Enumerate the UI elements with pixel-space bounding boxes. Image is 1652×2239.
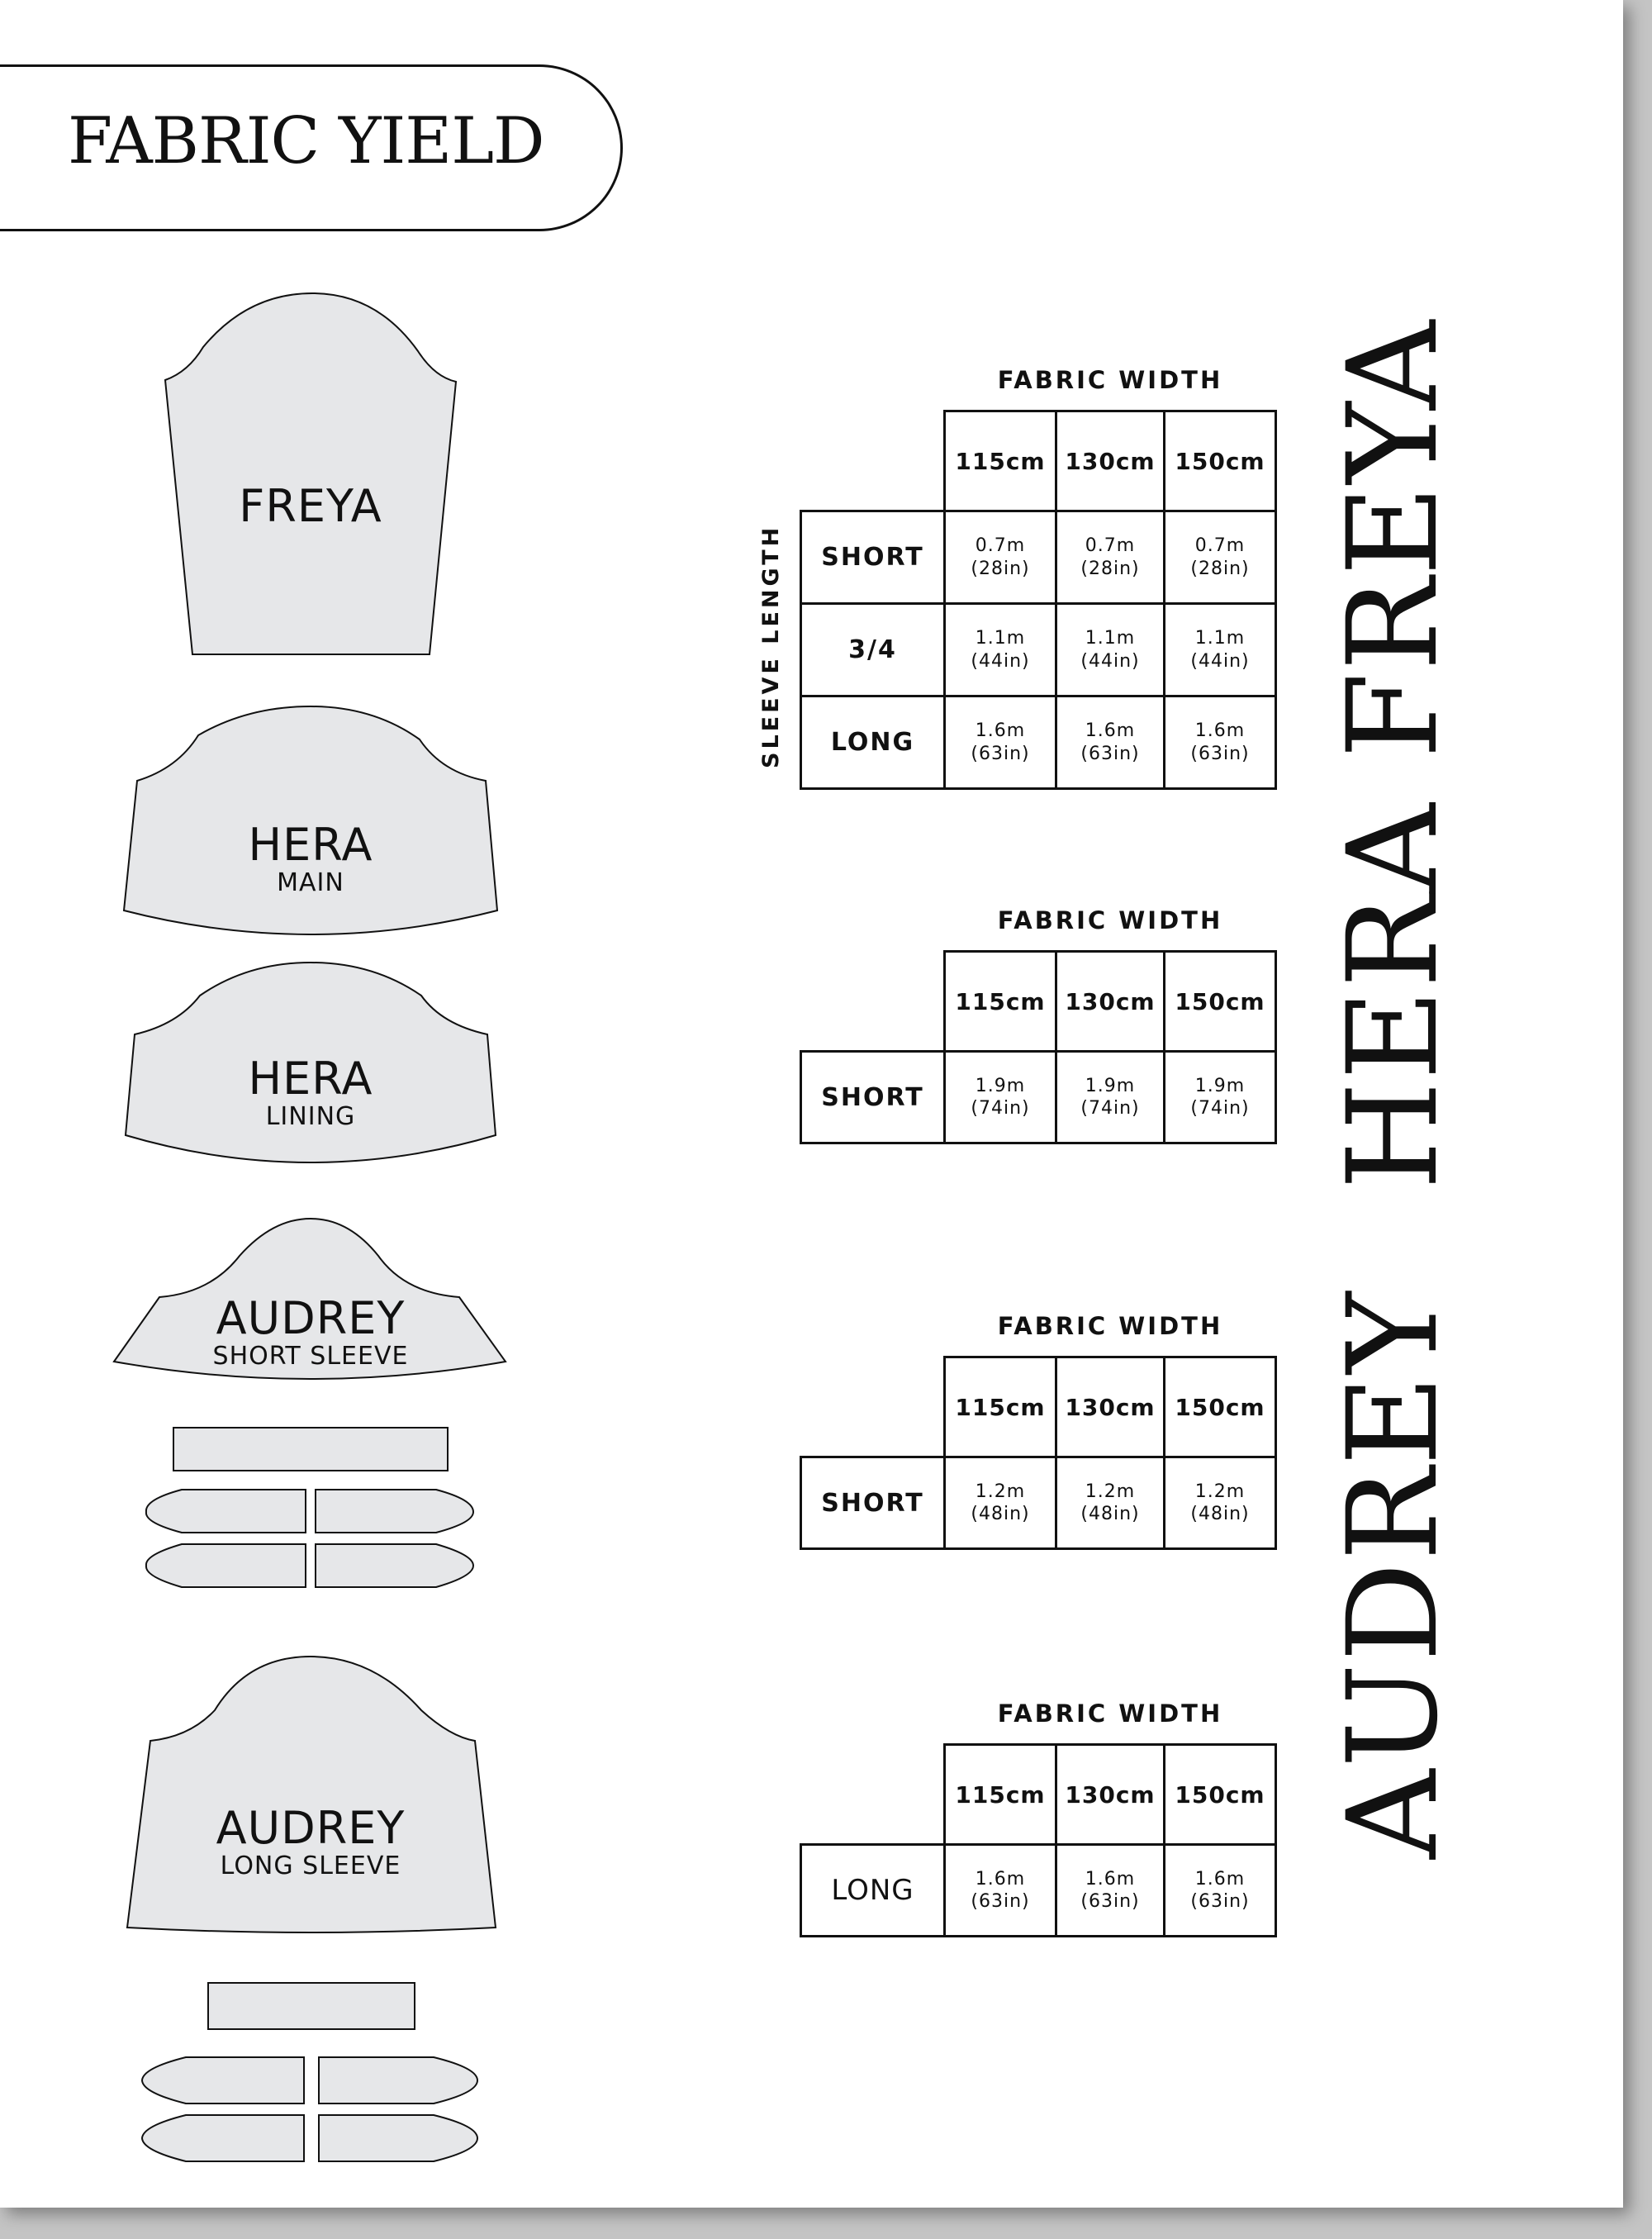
width-header: 115cm xyxy=(943,1743,1057,1846)
piece-subtitle: MAIN xyxy=(277,868,344,897)
audrey-short-cuff-2 xyxy=(316,1490,473,1533)
yield-cell: 1.9m (74in) xyxy=(1055,1050,1165,1144)
width-header: 150cm xyxy=(1163,410,1277,512)
piece-name: AUDREY xyxy=(216,1292,406,1344)
yield-cell: 1.2m (48in) xyxy=(1055,1456,1165,1550)
width-header: 150cm xyxy=(1163,950,1277,1053)
audrey-long-shape xyxy=(127,1657,496,1932)
audrey-short-cuff-1 xyxy=(146,1490,306,1533)
width-header: 115cm xyxy=(943,950,1057,1053)
piece-label-freya xyxy=(187,480,434,532)
width-header: 130cm xyxy=(1055,410,1165,512)
audrey-long-cuff-3 xyxy=(142,2115,304,2161)
fabric-width-label: FABRIC WIDTH xyxy=(997,366,1223,394)
piece-subtitle: LONG SLEEVE xyxy=(220,1851,401,1880)
side-title-audrey: AUDREY xyxy=(1322,1290,1465,1859)
yield-cell: 1.6m (63in) xyxy=(1163,1843,1277,1937)
piece-name: HERA xyxy=(248,819,373,871)
width-header: 130cm xyxy=(1055,1356,1165,1458)
yield-cell: 0.7m (28in) xyxy=(1163,510,1277,605)
audrey-long-band xyxy=(208,1983,415,2029)
yield-cell: 1.2m (48in) xyxy=(943,1456,1057,1550)
freya-sleeve-shape xyxy=(165,293,456,654)
audrey-long-cuff-2 xyxy=(319,2057,477,2104)
piece-name: AUDREY xyxy=(216,1802,406,1854)
yield-cell: 1.6m (63in) xyxy=(1055,695,1165,790)
audrey-short-cuff-3 xyxy=(146,1544,306,1587)
row-label: SHORT xyxy=(800,1050,946,1144)
page-title: FABRIC YIELD xyxy=(68,104,544,178)
width-header: 130cm xyxy=(1055,950,1165,1053)
row-label: LONG xyxy=(800,1843,946,1937)
row-label: LONG xyxy=(800,695,946,790)
audrey-short-band xyxy=(173,1428,448,1471)
side-title-hera: HERA xyxy=(1322,801,1465,1190)
yield-cell: 0.7m (28in) xyxy=(943,510,1057,605)
yield-cell: 1.1m (44in) xyxy=(1163,602,1277,697)
yield-cell: 1.9m (74in) xyxy=(1163,1050,1277,1144)
piece-subtitle: LINING xyxy=(265,1101,356,1131)
piece-label-audrey-long xyxy=(170,1802,451,1880)
yield-cell: 1.1m (44in) xyxy=(943,602,1057,697)
yield-cell: 1.6m (63in) xyxy=(943,695,1057,790)
row-label: SHORT xyxy=(800,510,946,605)
fabric-width-label: FABRIC WIDTH xyxy=(997,906,1223,934)
width-header: 150cm xyxy=(1163,1356,1277,1458)
fabric-width-label: FABRIC WIDTH xyxy=(997,1699,1223,1728)
yield-cell: 1.9m (74in) xyxy=(943,1050,1057,1144)
audrey-short-cuff-4 xyxy=(316,1544,473,1587)
row-label: SHORT xyxy=(800,1456,946,1550)
width-header: 130cm xyxy=(1055,1743,1165,1846)
audrey-long-cuff-4 xyxy=(319,2115,477,2161)
yield-cell: 1.6m (63in) xyxy=(1163,695,1277,790)
piece-label-hera-lining xyxy=(187,1053,434,1131)
width-header: 150cm xyxy=(1163,1743,1277,1846)
audrey-long-cuff-1 xyxy=(142,2057,304,2104)
width-header: 115cm xyxy=(943,1356,1057,1458)
yield-cell: 1.6m (63in) xyxy=(1055,1843,1165,1937)
fabric-width-label: FABRIC WIDTH xyxy=(997,1312,1223,1340)
piece-subtitle: SHORT SLEEVE xyxy=(212,1341,409,1371)
row-label: 3/4 xyxy=(800,602,946,697)
yield-cell: 1.2m (48in) xyxy=(1163,1456,1277,1550)
width-header: 115cm xyxy=(943,410,1057,512)
piece-name: HERA xyxy=(248,1053,373,1105)
side-title-freya: FREYA xyxy=(1322,318,1465,758)
sleeve-length-label: SLEEVE LENGTH xyxy=(758,524,784,768)
yield-cell: 1.1m (44in) xyxy=(1055,602,1165,697)
yield-cell: 1.6m (63in) xyxy=(943,1843,1057,1937)
piece-label-hera-main xyxy=(187,819,434,897)
piece-label-audrey-short xyxy=(170,1292,451,1371)
yield-cell: 0.7m (28in) xyxy=(1055,510,1165,605)
piece-name: FREYA xyxy=(239,480,382,532)
